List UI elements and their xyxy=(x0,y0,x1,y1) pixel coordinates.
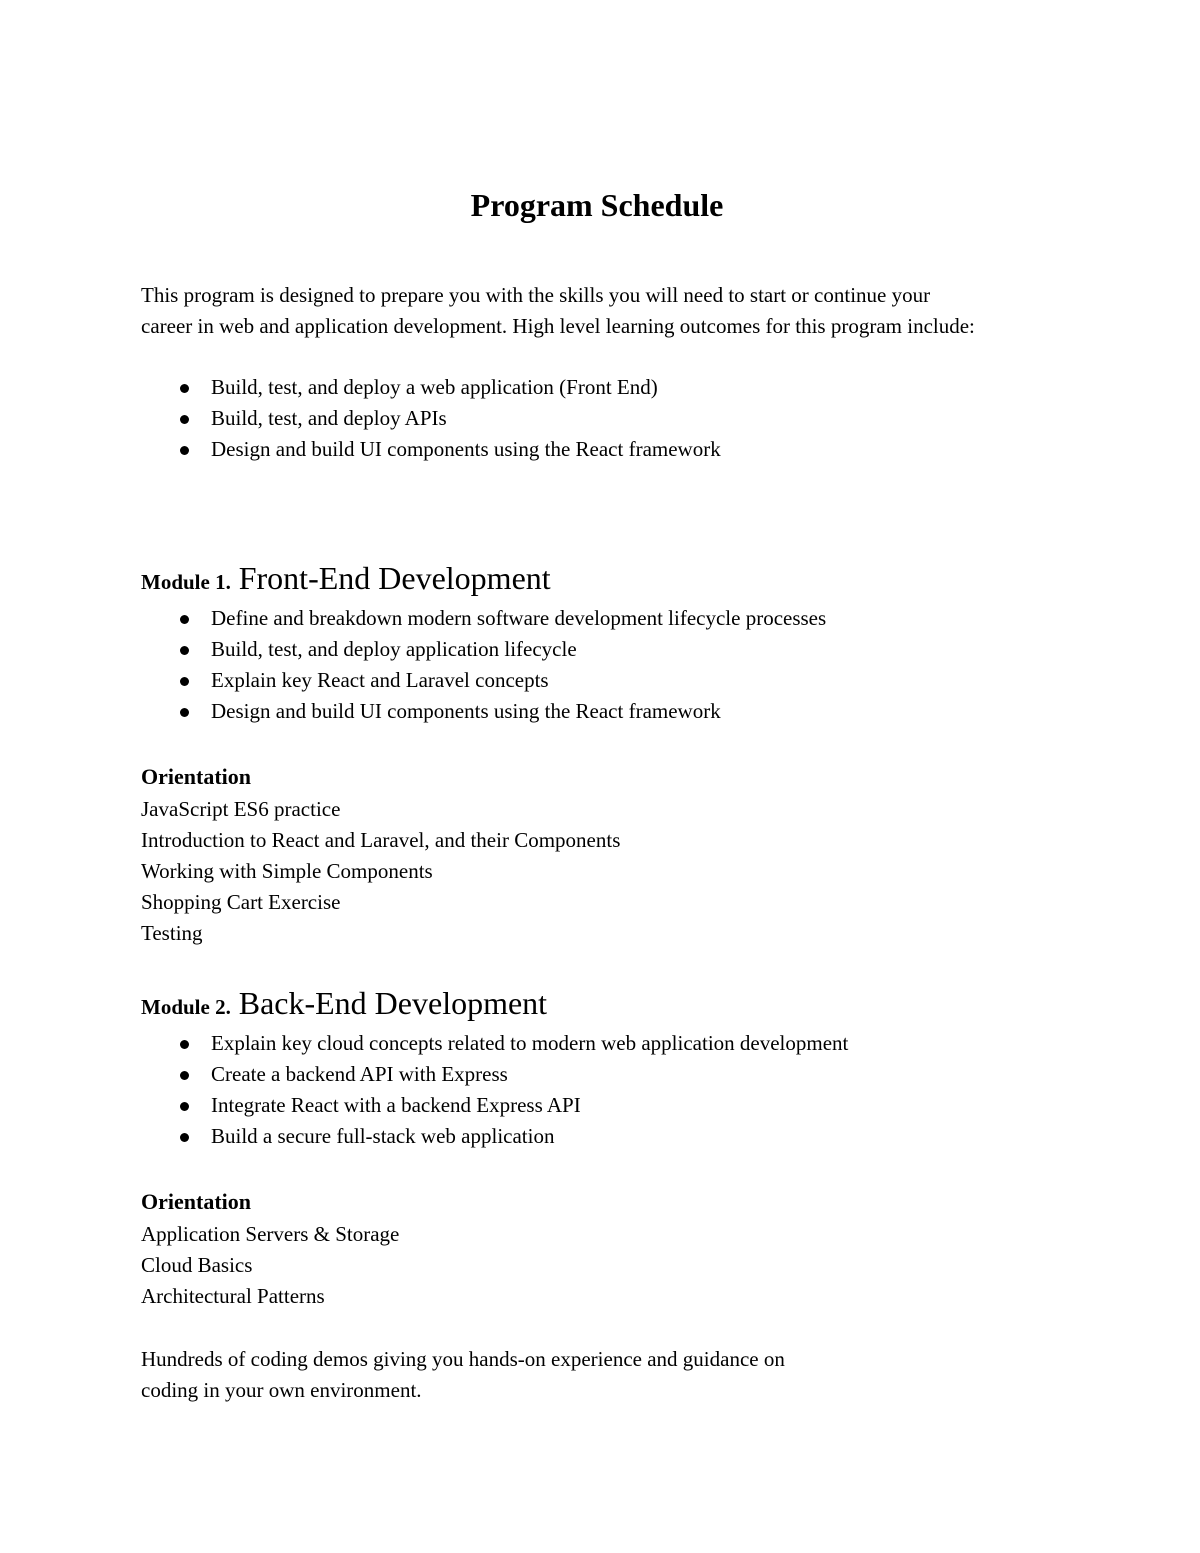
intro-line-2: career in web and application development. High level learning outcomes for this program include: xyxy=(141,314,975,338)
list-item xyxy=(141,372,1101,403)
list-item-text: Explain key React and Laravel concepts xyxy=(211,668,549,692)
closing-section xyxy=(141,1344,1101,1406)
list-item: JavaScript ES6 practice xyxy=(141,797,341,821)
closing-line-2: coding in your own environment. xyxy=(141,1378,422,1402)
list-item-text: Design and build UI components using the React framework xyxy=(211,699,721,723)
bullet-icon xyxy=(180,677,189,686)
list-item: Architectural Patterns xyxy=(141,1284,325,1308)
module-2-section xyxy=(141,983,1101,1027)
list-item xyxy=(141,665,1101,696)
closing-line-1: Hundreds of coding demos giving you hands-on experience and guidance on xyxy=(141,1347,785,1371)
bullet-icon xyxy=(180,415,189,424)
module-2-bullets xyxy=(141,1028,1101,1152)
module-2-heading xyxy=(141,983,1101,1027)
bullet-icon xyxy=(180,646,189,655)
list-item: Testing xyxy=(141,921,203,945)
list-item xyxy=(141,1121,1101,1152)
list-item-text: Integrate React with a backend Express API xyxy=(211,1093,581,1117)
bullet-icon xyxy=(180,384,189,393)
bullet-icon xyxy=(180,708,189,717)
list-item-text: Create a backend API with Express xyxy=(211,1062,508,1086)
list-item: Cloud Basics xyxy=(141,1253,253,1277)
intro-section xyxy=(141,280,1101,342)
list-item: Introduction to React and Laravel, and their Components xyxy=(141,828,621,852)
bullet-icon xyxy=(180,1102,189,1111)
list-item-text: Build a secure full-stack web application xyxy=(211,1124,555,1148)
bullet-icon xyxy=(180,1071,189,1080)
bullet-icon xyxy=(180,615,189,624)
module-2-orientation xyxy=(141,1186,1101,1312)
page-title: Program Schedule xyxy=(470,187,724,223)
orientation-heading: Orientation xyxy=(141,1189,251,1214)
module-2-title: Back-End Development xyxy=(238,985,548,1021)
module-1-orientation xyxy=(141,761,1101,949)
list-item-text: Build, test, and deploy a web application (Front End) xyxy=(211,375,658,399)
list-item-text: Explain key cloud concepts related to modern web application development xyxy=(211,1031,849,1055)
list-item-text: Build, test, and deploy APIs xyxy=(211,406,447,430)
bullet-icon xyxy=(180,1040,189,1049)
list-item: Working with Simple Components xyxy=(141,859,433,883)
list-item xyxy=(141,434,1101,465)
list-item xyxy=(141,1059,1101,1090)
orientation-heading: Orientation xyxy=(141,764,251,789)
list-item xyxy=(141,634,1101,665)
module-1-section xyxy=(141,558,1101,602)
module-1-bullets xyxy=(141,603,1101,727)
list-item: Application Servers & Storage xyxy=(141,1222,400,1246)
list-item-text: Define and breakdown modern software development lifecycle processes xyxy=(211,606,827,630)
module-2-prefix: Module 2. xyxy=(141,995,231,1019)
list-item-text: Build, test, and deploy application lifecycle xyxy=(211,637,577,661)
list-item xyxy=(141,1090,1101,1121)
list-item xyxy=(141,696,1101,727)
module-1-heading xyxy=(141,558,1101,602)
module-1-title: Front-End Development xyxy=(238,560,551,596)
module-1-prefix: Module 1. xyxy=(141,570,231,594)
list-item: Shopping Cart Exercise xyxy=(141,890,341,914)
list-item xyxy=(141,603,1101,634)
list-item xyxy=(141,1028,1101,1059)
bullet-icon xyxy=(180,1133,189,1142)
intro-bullets xyxy=(141,372,1101,465)
bullet-icon xyxy=(180,446,189,455)
list-item xyxy=(141,403,1101,434)
intro-line-1: This program is designed to prepare you with the skills you will need to start or continue your xyxy=(141,283,931,307)
list-item-text: Design and build UI components using the React framework xyxy=(211,437,721,461)
